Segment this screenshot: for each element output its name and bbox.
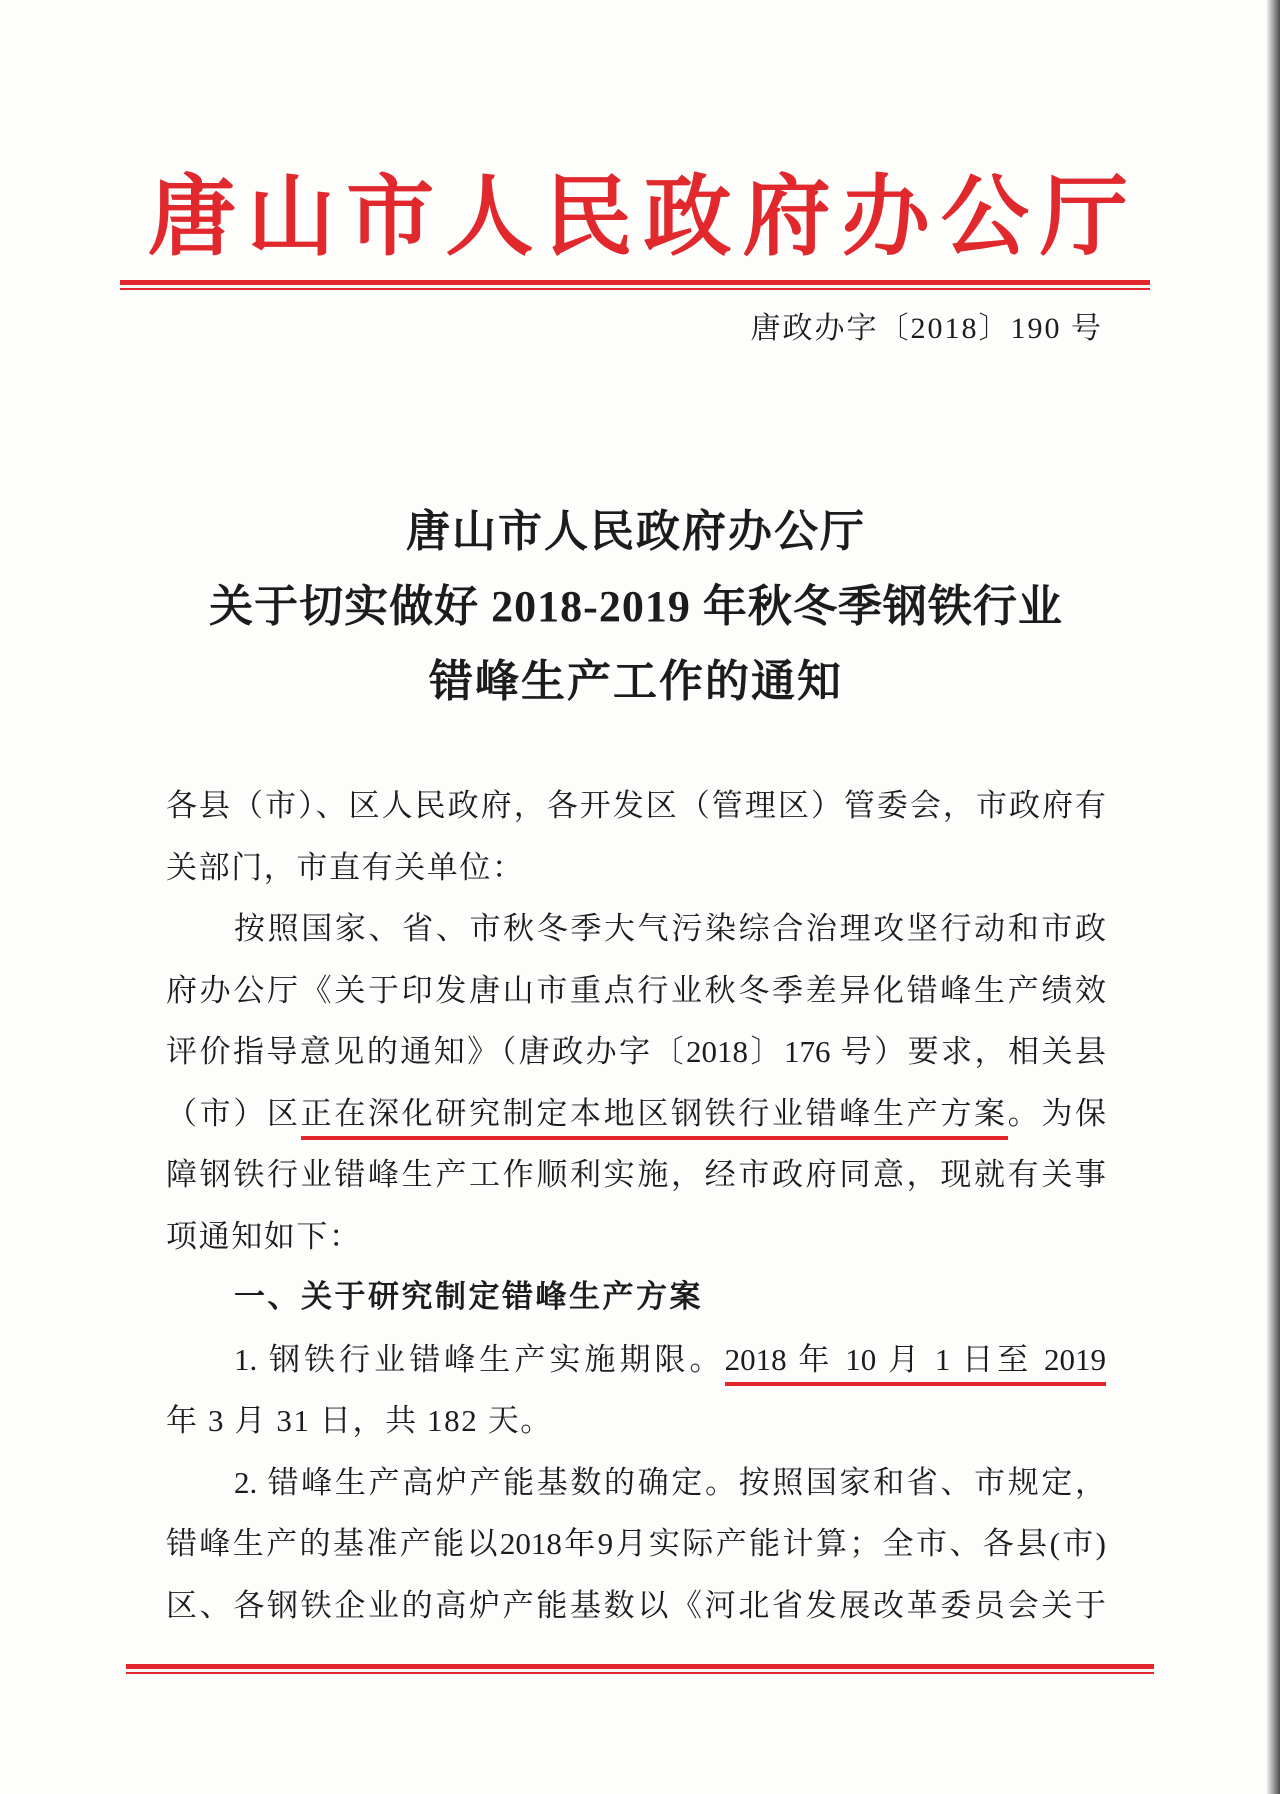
footer-rule-thin [126,1672,1154,1674]
para1-line-4-post: 。为保 [1007,1095,1107,1131]
document-number: 唐政办字〔2018〕190 号 [750,312,1103,345]
item2-line-1: 2. 错峰生产高炉产能基数的确定。按照国家和省、市规定， [234,1464,1106,1500]
letterhead-issuer: 唐山市人民政府办公厅 [148,170,1128,267]
item2-line-2: 错峰生产的基准产能以2018年9月实际产能计算；全市、各县(市) [166,1526,1106,1561]
title-line-1: 唐山市人民政府办公厅 [406,507,866,556]
scan-edge-shadow [1266,0,1280,1794]
underlined-phrase-plan: 正在深化研究制定本地区钢铁行业错峰生产方案 [301,1096,1008,1140]
item1-line-2: 年 3 月 31 日，共 182 天。 [166,1403,553,1438]
para1-line-1: 按照国家、省、市秋冬季大气污染综合治理攻坚行动和市政 [234,911,1106,946]
document-title [118,494,1154,719]
footer-rule-thick [126,1664,1154,1669]
addressee-line-2: 关部门，市直有关单位： [166,849,525,885]
item2-line-3: 区、各钢铁企业的高炉产能基数以《河北省发展改革委员会关于 [166,1587,1106,1623]
para1-line-4-pre: （市）区 [166,1095,301,1131]
para1-line-3: 评价指导意见的通知》（唐政办字〔2018〕176 号）要求，相关县 [166,1034,1106,1069]
document-body [166,775,1106,1636]
title-line-3: 错峰生产工作的通知 [429,657,843,706]
underlined-phrase-period: 2018 年 10 月 1 日至 2019 [725,1342,1106,1386]
addressee-line-1: 各县（市）、区人民政府，各开发区（管理区）管委会，市政府有 [166,788,1106,823]
para1-line-5: 障钢铁行业错峰生产工作顺利实施，经市政府同意，现就有关事 [166,1157,1106,1192]
section-heading-1: 一、关于研究制定错峰生产方案 [234,1279,703,1315]
title-line-2: 关于切实做好 2018-2019 年秋冬季钢铁行业 [209,582,1063,631]
item1-line-1-pre: 1. 钢铁行业错峰生产实施期限。 [234,1341,725,1377]
para1-line-6: 项通知如下： [166,1218,362,1254]
para1-line-2: 府办公厅《关于印发唐山市重点行业秋冬季差异化错峰生产绩效 [166,972,1106,1008]
letterhead-rule-thick [120,280,1150,285]
letterhead-rule-thin [120,288,1150,290]
item1-line-1 [166,1329,1106,1391]
para1-line-4 [166,1083,1106,1145]
